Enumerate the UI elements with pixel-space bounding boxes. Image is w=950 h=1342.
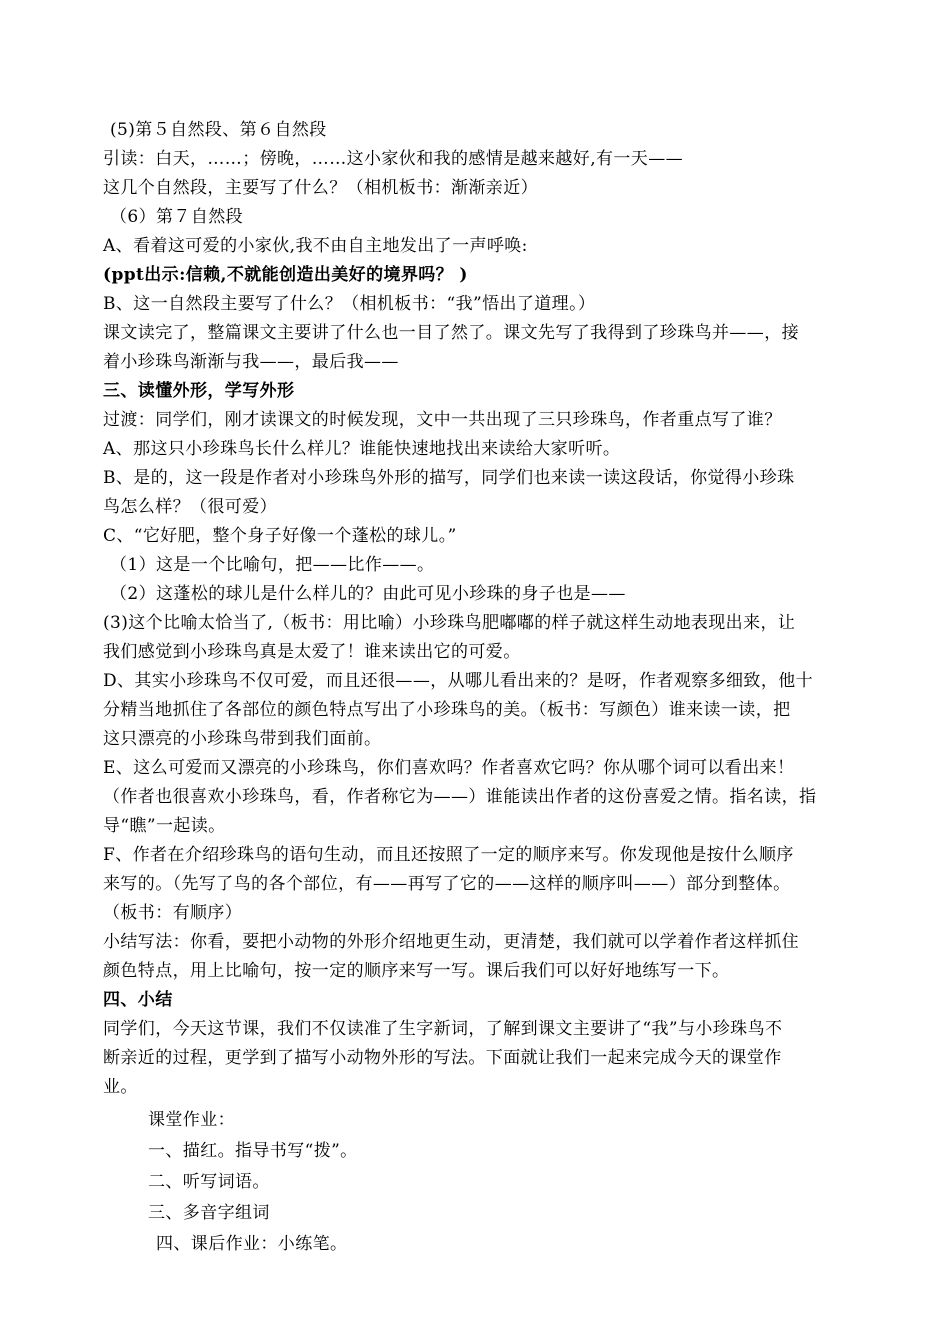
paragraph-line: （作者也很喜欢小珍珠鸟，看，作者称它为——）谁能读出作者的这份喜爱之情。指名读，指 [103,787,817,807]
paragraph-line: 来写的。（先写了鸟的各个部位，有——再写了它的——这样的顺序叫——）部分到整体。 [103,874,791,894]
paragraph-line: 小结写法：你看，要把小动物的外形介绍地更生动，更清楚，我们就可以学着作者这样抓住 [103,932,799,952]
section-heading: 三、读懂外形，学写外形 [103,381,295,401]
homework-item: 四、课后作业：小练笔。 [156,1234,348,1254]
paragraph-line: （6）第７自然段 [110,207,244,227]
section-heading: 四、小结 [103,990,173,1010]
paragraph-line: 颜色特点，用上比喻句，按一定的顺序来写一写。课后我们可以好好地练写一下。 [103,961,730,981]
paragraph-line: 着小珍珠鸟渐渐与我——，最后我—— [103,352,399,372]
paragraph-line: 导“瞧”一起读。 [103,816,226,836]
paragraph-line: 分精当地抓住了各部位的颜色特点写出了小珍珠鸟的美。（板书：写颜色）谁来读一读，把 [103,700,791,720]
paragraph-line: 业。 [103,1077,138,1097]
paragraph-line: (3)这个比喻太恰当了,（板书：用比喻）小珍珠鸟肥嘟嘟的样子就这样生动地表现出来，让 [103,613,796,633]
paragraph-line: 同学们，今天这节课，我们不仅读准了生字新词，了解到课文主要讲了“我”与小珍珠鸟不 [103,1019,783,1039]
paragraph-line: （1）这是一个比喻句，把——比作——。 [110,555,435,575]
paragraph-line: 断亲近的过程，更学到了描写小动物外形的写法。下面就让我们一起来完成今天的课堂作 [103,1048,782,1068]
paragraph-line: B、这一自然段主要写了什么？（相机板书：“我”悟出了道理。） [103,294,596,314]
paragraph-line: 这只漂亮的小珍珠鸟带到我们面前。 [103,729,382,749]
paragraph-line: F、作者在介绍珍珠鸟的语句生动，而且还按照了一定的顺序来写。你发现他是按什么顺序 [103,845,794,865]
paragraph-line: A、看着这可爱的小家伙,我不由自主地发出了一声呼唤: [103,236,528,256]
paragraph-line: A、那这只小珍珠鸟长什么样儿？谁能快速地找出来读给大家听听。 [103,439,621,459]
paragraph-line: (5)第５自然段、第６自然段 [110,120,327,140]
paragraph-line: 过渡：同学们，刚才读课文的时候发现，文中一共出现了三只珍珠鸟，作者重点写了谁？ [103,410,782,430]
homework-item: 三、多音字组词 [148,1203,270,1223]
paragraph-line: 这几个自然段，主要写了什么？（相机板书：渐渐亲近） [103,178,538,198]
paragraph-line: E、这么可爱而又漂亮的小珍珠鸟，你们喜欢吗？作者喜欢它吗？你从哪个词可以看出来！ [103,758,795,778]
homework-item: 一、描红。指导书写“拨”。 [148,1141,358,1161]
paragraph-line: 课文读完了，整篇课文主要讲了什么也一目了然了。课文先写了我得到了珍珠鸟并——，接 [103,323,799,343]
paragraph-line: 引读：白天，……；傍晚，……这小家伙和我的感情是越来越好,有一天—— [103,149,684,169]
paragraph-line: 鸟怎么样？（很可爱） [103,497,277,517]
homework-item: 二、听写词语。 [148,1172,270,1192]
paragraph-line: （板书：有顺序） [103,903,243,923]
paragraph-line: D、其实小珍珠鸟不仅可爱，而且还很——，从哪儿看出来的？是呀，作者观察多细致，他十 [103,671,814,691]
paragraph-line: 我们感觉到小珍珠鸟真是太爱了！谁来读出它的可爱。 [103,642,521,662]
paragraph-line: （2）这蓬松的球儿是什么样儿的？由此可见小珍珠的身子也是—— [110,584,626,604]
ppt-quote-line: (ppt出示:信赖,不就能创造出美好的境界吗？ ) [103,265,468,285]
paragraph-line: C、“它好肥，整个身子好像一个蓬松的球儿。” [103,526,457,546]
homework-title: 课堂作业： [148,1110,235,1130]
paragraph-line: B、是的，这一段是作者对小珍珠鸟外形的描写，同学们也来读一读这段话，你觉得小珍珠 [103,468,795,488]
